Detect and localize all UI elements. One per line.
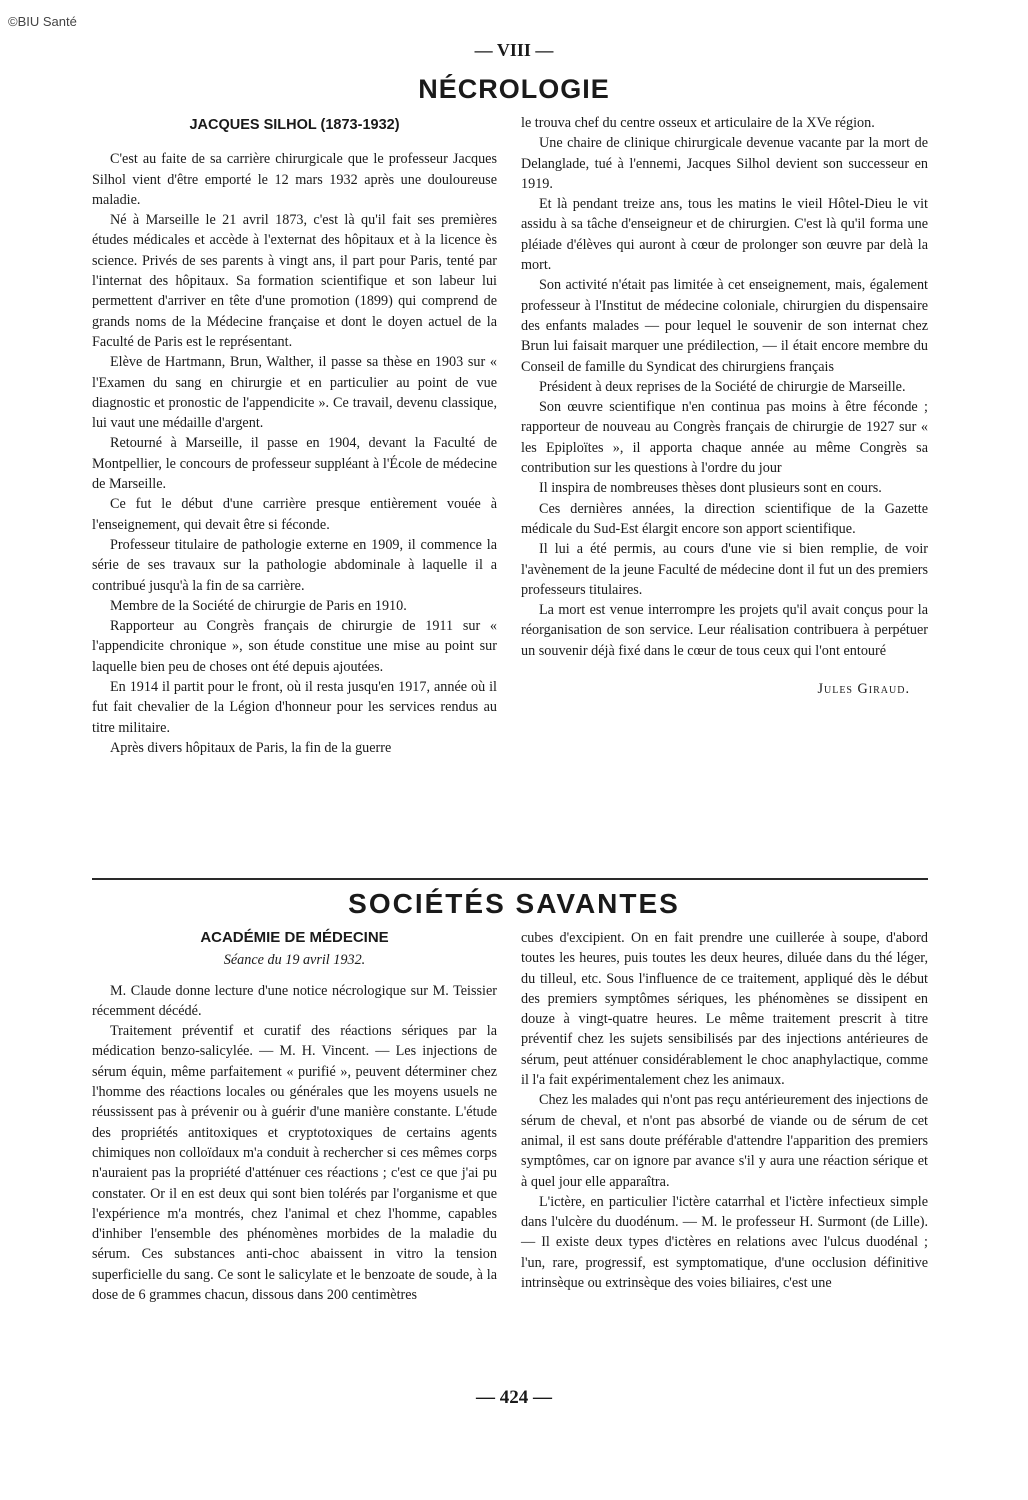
paragraph: M. Claude donne lecture d'une notice nécrologique sur M. Teissier récemment décédé. — [92, 982, 497, 1019]
section-divider — [92, 878, 928, 880]
paragraph: Rapporteur au Congrès français de chirurgie de 1911 sur « l'appendicite chronique », son étude constitue une mise au point sur laquelle bien peu de choses ont été depuis ajoutées. — [92, 618, 497, 675]
paragraph: En 1914 il partit pour le front, où il resta jusqu'en 1917, année où il fut fait chevalier de la Légion d'honneur pour les services rendus au titre militaire. — [92, 679, 497, 736]
paragraph: L'ictère, en particulier l'ictère catarrhal et l'ictère infectieux simple dans l'ulcère du duodénum. — M. le professeur H. Surmont (de Lille). — Il existe deux types d'ictères en relations avec l'ulcus duodénal ; l'un, rare, progressif, est symptomatique, d'une occlusion définitive intrinsèque ou extrinsèque des voies biliaires, c'est une — [521, 1193, 928, 1292]
paragraph: Professeur titulaire de pathologie externe en 1909, il commence la série de ses travaux sur la pathologie abdominale à laquelle il a contribué jusqu'à la fin de sa carrière. — [92, 536, 497, 594]
paragraph: La mort est venue interrompre les projets qu'il avait conçus pour la réorganisation de son service. Leur réalisation contribuera à perpétuer un souvenir déjà fixé dans le cœur de tous ceux qui l'ont entouré — [521, 602, 928, 659]
paragraph: Président à deux reprises de la Société de chirurgie de Marseille. — [539, 378, 906, 395]
necrologie-left-column — [92, 113, 497, 758]
necrologie-left-text — [92, 149, 497, 758]
paragraph: Né à Marseille le 21 avril 1873, c'est là qu'il fait ses premières études médicales et accède à l'externat des hôpitaux et à la licence ès science. Privés de ses parents à vingt ans, il part pour Paris, tenté par l'internat des hôpitaux. Sa formation scientifique et son labeur lui permettent d'arriver en tête d'une promotion (1899) qui comprend de grands noms de la Médecine française et dont le doyen actuel de la Faculté de Paris est le représentant. — [92, 212, 497, 350]
paragraph: Il inspira de nombreuses thèses dont plusieurs sont en cours. — [539, 480, 882, 497]
necrologie-right-text — [521, 113, 928, 661]
paragraph: Après divers hôpitaux de Paris, la fin de la guerre — [110, 739, 392, 756]
paragraph: le trouva chef du centre osseux et articulaire de la XVe région. — [521, 115, 875, 131]
watermark: ©BIU Santé — [8, 14, 77, 29]
societes-title: SOCIÉTÉS SAVANTES — [348, 888, 680, 919]
paragraph: Il lui a été permis, au cours d'une vie si bien remplie, de voir l'avènement de la jeune Faculté de médecine dont il fut un des premiers professeurs titulaires. — [521, 541, 928, 598]
page-folio-top: — VIII — — [474, 40, 554, 60]
signature: Jules Giraud. — [817, 681, 910, 698]
societes-right-text — [521, 928, 928, 1293]
societes-left-column — [92, 928, 497, 1305]
societes-right-column — [521, 928, 928, 1293]
page-number: — 424 — — [476, 1387, 552, 1408]
paragraph: cubes d'excipient. On en fait prendre une cuillerée à soupe, d'abord toutes les heures, puis toutes les deux heures, diluée dans du thé léger, du tilleul, etc. Sous l'influence de ce traitement, appliqué dès le début des premiers symptômes sériques, les phénomènes se dissipent en douze à vingt-quatre heures. Le même traitement prescrit à titre préventif chez les sujets sensibilisés par des injections antérieures de sérum, peut atténuer considérablement le choc anaphylactique, comme il l'a fait expérimentalement chez les animaux. — [521, 930, 928, 1089]
paragraph: Ces dernières années, la direction scientifique de la Gazette médicale du Sud-Est élargit encore son apport scientifique. — [521, 500, 928, 537]
paragraph: Ce fut le début d'une carrière presque entièrement vouée à l'enseignement, qui devait être si féconde. — [92, 496, 497, 533]
paragraph: Elève de Hartmann, Brun, Walther, il passe sa thèse en 1903 sur « l'Examen du sang en chirurgie et en particulier au point de vue diagnostic et pronostic de l'appendicite ». Ce travail, devenu classique, lui vaut une médaille d'argent. — [92, 354, 497, 432]
necrologie-right-column — [521, 113, 928, 699]
seance-date: Séance du 19 avril 1932. — [223, 952, 366, 969]
paragraph: Son activité n'était pas limitée à cet enseignement, mais, également professeur à l'Institut de médecine coloniale, chirurgien du dispensaire des enfants malades — pour lequel le souvenir de son internat chez Brun lui faisait marquer une prédilection, — il était encore membre du Conseil de famille du Syndicat des chirurgiens français — [521, 277, 928, 375]
paragraph: Son œuvre scientifique n'en continua pas moins à être féconde ; rapporteur de nouveau au Congrès français de chirurgie de 1927 sur « les Epiploïtes », il apporta chaque année au même Congrès sa contribution sur les questions à l'ordre du jour — [521, 399, 928, 477]
obituary-subject: JACQUES SILHOL (1873-1932) — [189, 117, 400, 133]
paragraph: C'est au faite de sa carrière chirurgicale que le professeur Jacques Silhol vient d'être emporté le 12 mars 1932 après une douloureuse maladie. — [92, 151, 497, 208]
paragraph: Une chaire de clinique chirurgicale devenue vacante par la mort de Delanglade, tué à l'ennemi, Jacques Silhol devient son successeur en 1919. — [521, 135, 928, 192]
necrologie-title: NÉCROLOGIE — [418, 74, 610, 104]
academy-heading: ACADÉMIE DE MÉDECINE — [200, 929, 389, 946]
paragraph: Membre de la Société de chirurgie de Paris en 1910. — [110, 597, 407, 614]
paragraph: Chez les malades qui n'ont pas reçu antérieurement des injections de sérum de cheval, et n'ont pas absorbé de viande ou de sérum de cet animal, il est sans doute préférable d'attendre l'apparition des premiers symptômes, car on ignore par avance s'il y aura une réaction sérique et à quel jour elle apparaîtra. — [521, 1092, 928, 1190]
paragraph: Traitement préventif et curatif des réactions sériques par la médication benzo-salicylée. — M. H. Vincent. — Les injections de sérum équin, même parfaitement « purifié », peuvent déterminer chez l'homme des réactions locales ou générales que les moyens usuels ne réussissent pas à prévenir ou à guérir d'une manière constante. L'étude des propriétés antitoxiques et cryptotoxiques de certains agents chimiques non colloïdaux m'a conduit à rechercher si ces mêmes corps n'auraient pas la propriété d'atténuer ces réactions ; c'est ce que j'ai pu constater. Or il en est deux qui sont bien tolérés par l'organisme et que l'expérience m'a montrés, chez l'animal et chez l'homme, capables d'inhiber l'ensemble des phénomènes morbides de la maladie du sérum. Ces substances anti-choc abaissent in vitro la tension superficielle du sang. Ce sont le salicylate et le benzoate de soude, à la dose de 6 grammes chacun, dissous dans 200 centimètres — [92, 1023, 497, 1304]
paragraph: Retourné à Marseille, il passe en 1904, devant la Faculté de Montpellier, le concours de professeur suppléant à l'École de médecine de Marseille. — [92, 435, 497, 493]
societes-left-text — [92, 981, 497, 1306]
paragraph: Et là pendant treize ans, tous les matins le vieil Hôtel-Dieu le vit assidu à sa tâche d'enseigneur et de chirurgien. C'est là qu'il forma une pléiade d'élèves qui auront à cœur de prolonger son œuvre par delà la mort. — [521, 196, 928, 274]
